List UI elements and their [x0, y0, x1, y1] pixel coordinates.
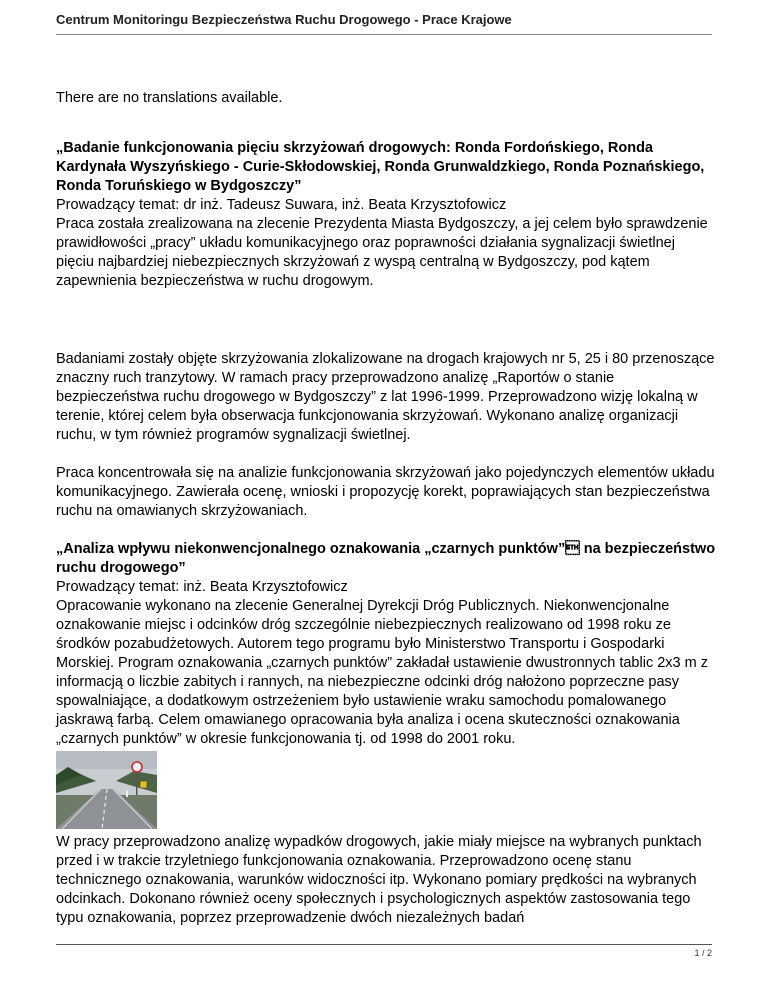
article1-paragraph-2: Badaniami zostały objęte skrzyżowania zlokalizowane na drogach krajowych nr 5, 25 i 80 przenoszące znaczny ruch tranzytowy. W ramach pracy przeprowadzono analizę „Raportów o stanie bezpieczeństwa ruchu drogowego w Bydgoszczy” z lat 1996-1999. Przeprowadzono wizję lokalną w terenie, której celem była obserwacja funkcjonowania skrzyżowań. Wykonano analizę organizacji ruchu, w tym również programów sygnalizacji świetlnej.	[56, 351, 715, 443]
article2-lead: Prowadzący temat: inż. Beata Krzysztofowicz	[56, 579, 348, 595]
article-content	[56, 89, 716, 928]
article2-title: „Analiza wpływu niekonwencjonalnego oznakowania „czarnych punktów” na bezpieczeństwo ruchu drogowego”	[56, 541, 716, 576]
article1-intro: Praca została zrealizowana na zlecenie Prezydenta Miasta Bydgoszczy, a jej celem było sprawdzenie prawidłowości „pracy” układu komunikacyjnego oraz poprawności działania sygnalizacji świetlnej pięciu najbardziej niebezpiecznych skrzyżowań z wyspą centralną w Bydgoszczy, pod kątem zapewnienia bezpieczeństwa w ruchu drogowym.	[56, 216, 708, 289]
article1-paragraph-3: Praca koncentrowała się na analizie funkcjonowania skrzyżowań jako pojedynczych elementów układu komunikacyjnego. Zawierała ocenę, wnioski i propozycję korekt, poprawiających stan bezpieczeństwa ruchu na omawianych skrzyżowaniach.	[56, 465, 715, 519]
spacer	[56, 521, 716, 540]
article2-body: Opracowanie wykonano na zlecenie Generalnej Dyrekcji Dróg Publicznych. Niekonwencjonalne oznakowanie miejsc i odcinków dróg szczególnie niebezpiecznych realizowano od 1998 roku ze środków pozabudżetowych. Autorem tego programu było Ministerstwo Transportu i Gospodarki Morskiej. Program oznakowania „czarnych punktów” zakładał ustawienie dwustronnych tablic 2x3 m z informacją o liczbie zabitych i rannych, na niebezpieczne odcinki dróg nałożono poprzeczne pasy spowalniające, a dodatkowym ostrzeżeniem było ustawienie wraku samochodu pomalowanego jaskrawą farbą. Celem omawianego opracowania była analiza i ocena skuteczności oznakowania „czarnych punktów” w okresie funkcjonowania tj. od 1998 do 2001 roku.	[56, 598, 708, 747]
article1-title: „Badanie funkcjonowania pięciu skrzyżowań drogowych: Ronda Fordońskiego, Ronda Kardynała Wyszyńskiego - Curie-Skłodowskiej, Ronda Grunwaldzkiego, Ronda Poznańskiego, Ronda Toruńskiego w Bydgoszczy”	[56, 140, 705, 194]
article2-paragraph-2: W pracy przeprowadzono analizę wypadków drogowych, jakie miały miejsce na wybranych punktach przed i w trakcie trzyletniego funkcjonowania oznakowania. Przeprowadzono ocenę stanu technicznego oznakowania, warunków widoczności itp. Wykonano pomiary prędkości na wybranych odcinkach. Dokonano również oceny społecznych i psychologicznych aspektów zastosowania tego typu oznakowania, poprzez przeprowadzenie dwóch niezależnych badań	[56, 834, 702, 926]
page-header-title: Centrum Monitoringu Bezpieczeństwa Ruchu Drogowego - Prace Krajowe	[56, 12, 512, 27]
article1-lead: Prowadzący temat: dr inż. Tadeusz Suwara, inż. Beata Krzysztofowicz	[56, 197, 507, 213]
spacer	[56, 291, 716, 350]
no-translations-notice: There are no translations available.	[56, 90, 283, 106]
road-photo-image	[56, 751, 157, 829]
footer-divider	[56, 944, 712, 945]
spacer	[56, 445, 716, 464]
header-divider	[56, 34, 712, 35]
page-number: 1 / 2	[694, 948, 712, 958]
